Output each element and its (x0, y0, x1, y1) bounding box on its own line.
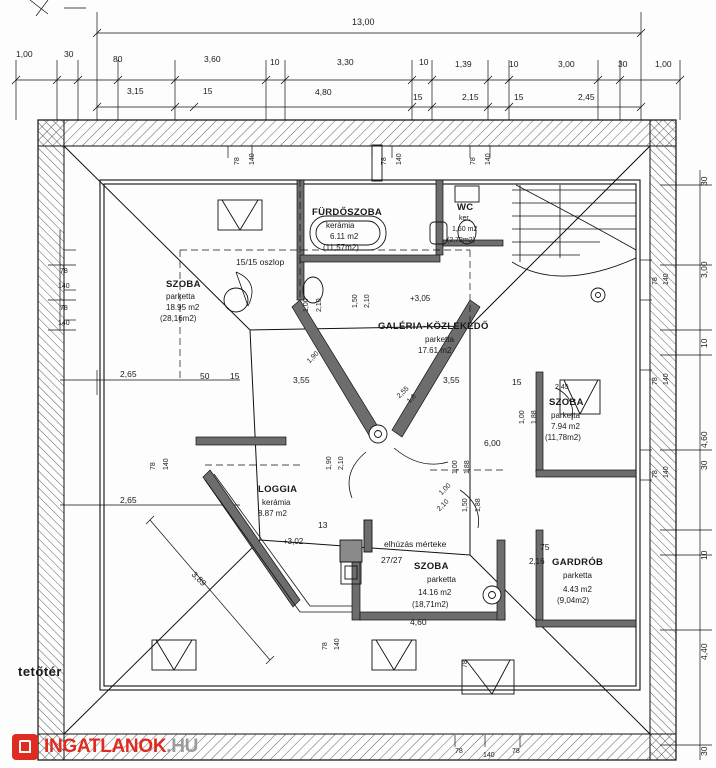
room-material-wc: ker. (459, 215, 471, 222)
door-label-5b: 1,50 (462, 498, 469, 512)
dim-inner-2-65-b: 2,65 (120, 495, 137, 505)
dim-inner-13: 13 (318, 520, 328, 530)
dim-inner-75: 75 (540, 542, 550, 552)
dim-inner-3-55-a: 3,55 (293, 375, 310, 385)
opening-bottom-1a: 78 (322, 642, 329, 650)
opening-right-1a: 78 (652, 277, 659, 285)
dim-chain2-6: 3,30 (337, 57, 354, 67)
door-label-9a: 2,55 (396, 385, 411, 400)
dim-chain2-4: 3,60 (204, 54, 221, 64)
dim-right-6: 10 (699, 550, 709, 560)
room-label-galeria: GALÉRIA-KÖZLEKEDŐ (378, 321, 489, 332)
room-area-szoba-1: 18.95 m2 (166, 303, 200, 312)
door-label-5a: 1,00 (438, 482, 453, 497)
dim-right-4: 4,60 (699, 431, 709, 448)
room-material-galeria: parketta (425, 335, 454, 344)
dim-inner-15-b: 15 (512, 377, 522, 387)
opening-bottom-2a: 78 (462, 660, 469, 668)
room-area-alt-szoba-2: (11,78m2) (545, 433, 581, 442)
opening-top-3a: 78 (470, 157, 477, 165)
dim-chain2-5: 10 (270, 57, 280, 67)
watermark (12, 734, 198, 760)
door-label-7b: 1,88 (531, 410, 538, 424)
room-level-loggia: +3,02 (283, 537, 304, 546)
door-label-6a: 1,00 (452, 460, 459, 474)
room-area-gardrob: 4.43 m2 (563, 585, 592, 594)
opening-bottom-4a: 78 (512, 748, 520, 755)
room-area-alt-gardrob: (9,04m2) (557, 596, 590, 605)
annotation-oszlop: 15/15 oszlop (236, 257, 285, 267)
room-material-szoba-3: parketta (427, 575, 456, 584)
room-label-szoba-1: SZOBA (166, 279, 201, 290)
dim-right-7: 4,40 (699, 643, 709, 660)
door-label-9b: 1,8 (406, 393, 418, 405)
door-label-5c: 1,88 (475, 498, 482, 512)
dim-chain2-10: 3,00 (558, 59, 575, 69)
dim-right-3: 10 (699, 338, 709, 348)
room-area-galeria: 17.61 m2 (418, 346, 452, 355)
room-label-szoba-2: SZOBA (549, 397, 584, 408)
watermark-suffix: .HU (166, 736, 199, 757)
opening-left-1a: 78 (60, 268, 68, 275)
dim-inner-4-60: 4,60 (410, 617, 427, 627)
room-label-loggia: LOGGIA (258, 484, 298, 495)
room-label-gardrob: GARDRÓB (552, 557, 604, 568)
door-label-2a: 1,50 (352, 294, 359, 308)
opening-left-3a: 78 (150, 462, 157, 470)
plan-title: tetőtér (18, 664, 62, 679)
dim-chain3-5: 2,15 (462, 92, 479, 102)
dim-overall-width: 13,00 (352, 17, 375, 27)
room-label-szoba-3: SZOBA (414, 561, 449, 572)
dim-chain2-2: 30 (64, 49, 74, 59)
dim-chain2-11: 30 (618, 59, 628, 69)
opening-top-3b: 140 (485, 153, 492, 165)
opening-left-3b: 140 (163, 458, 170, 470)
room-material-szoba-2: parketta (551, 411, 580, 420)
watermark-text (44, 736, 198, 758)
room-area-furdoszoba: 6.11 m2 (330, 232, 359, 241)
door-label-8a: 2,45 (555, 384, 569, 391)
dim-chain3-1: 3,15 (127, 86, 144, 96)
dim-chain3-2: 15 (203, 86, 213, 96)
door-label-4b: 2,10 (338, 456, 345, 470)
opening-right-1b: 140 (663, 273, 670, 285)
dim-chain3-4: 15 (413, 92, 423, 102)
dim-right-8: 30 (699, 746, 709, 756)
dim-chain3-3: 4,80 (315, 87, 332, 97)
dim-chain2-12: 1,00 (655, 59, 672, 69)
room-level-gardrob: 2,16 (529, 557, 545, 566)
opening-right-2a: 78 (652, 377, 659, 385)
room-area-alt-szoba-3: (18,71m2) (412, 600, 449, 609)
room-area-szoba-3: 14.16 m2 (418, 588, 452, 597)
room-area-loggia: 8.87 m2 (258, 509, 287, 518)
room-material-furdoszoba: kerámia (326, 221, 355, 230)
door-label-2b: 2,10 (364, 294, 371, 308)
room-material-gardrob: parketta (563, 571, 592, 580)
room-label-furdoszoba: FÜRDŐSZOBA (312, 207, 383, 218)
room-area-alt-szoba-1: (28,16m2) (160, 314, 197, 323)
dim-right-2: 3,00 (699, 261, 709, 278)
dim-chain2-1: 1,00 (16, 49, 33, 59)
door-label-3a: 1,90 (306, 350, 321, 365)
dim-inner-3-55-b: 3,55 (443, 375, 460, 385)
dim-chain2-3: 80 (113, 54, 123, 64)
opening-bottom-3a: 78 (455, 748, 463, 755)
room-label-wc: WC (457, 202, 474, 213)
room-area-alt-furdoszoba: (11,57m2) (323, 243, 359, 252)
dim-right-1: 30 (699, 176, 709, 186)
opening-bottom-3b: 140 (483, 752, 495, 759)
opening-left-1b: 140 (58, 283, 70, 290)
room-material-loggia: kerámia (262, 498, 291, 507)
room-level-galeria: +3,05 (410, 294, 431, 303)
opening-right-3b: 140 (663, 466, 670, 478)
logo-icon (12, 734, 38, 760)
door-label-4a: 1,90 (326, 456, 333, 470)
door-label-7a: 1,00 (519, 410, 526, 424)
dim-inner-3-89: 3,89 (189, 569, 209, 589)
opening-top-2a: 78 (381, 157, 388, 165)
dim-inner-50: 50 (200, 371, 210, 381)
dim-chain3-6: 15 (514, 92, 524, 102)
door-label-10a: 2,10 (436, 498, 451, 513)
opening-top-1b: 140 (249, 153, 256, 165)
room-area-szoba-2: 7.94 m2 (551, 422, 580, 431)
opening-top-1a: 78 (234, 157, 241, 165)
opening-left-2a: 78 (60, 305, 68, 312)
dim-right-5: 30 (699, 460, 709, 470)
opening-right-3a: 78 (652, 470, 659, 478)
door-label-1a: 1,00 (303, 298, 310, 312)
dim-inner-2-65-a: 2,65 (120, 369, 137, 379)
dim-chain3-7: 2,45 (578, 92, 595, 102)
opening-right-2b: 140 (663, 373, 670, 385)
watermark-brand: INGATLANOK (44, 736, 167, 757)
annotation-elhuzas-size: 27/27 (381, 555, 403, 565)
door-label-1b: 2,10 (316, 298, 323, 312)
dim-chain2-9: 10 (509, 59, 519, 69)
opening-top-2b: 140 (396, 153, 403, 165)
dim-chain2-7: 10 (419, 57, 429, 67)
annotation-elhuzas: elhúzás mérteke (384, 539, 447, 549)
dim-inner-15: 15 (230, 371, 240, 381)
dim-chain2-8: 1,39 (455, 59, 472, 69)
door-label-6b: 1,88 (464, 460, 471, 474)
room-material-szoba-1: parketta (166, 292, 195, 301)
opening-bottom-1b: 140 (334, 638, 341, 650)
opening-left-2b: 140 (58, 320, 70, 327)
room-area-alt-wc: (2,72m2) (447, 237, 476, 244)
room-area-wc: 1,60 m2 (452, 226, 478, 233)
dim-inner-6-00: 6,00 (484, 438, 501, 448)
